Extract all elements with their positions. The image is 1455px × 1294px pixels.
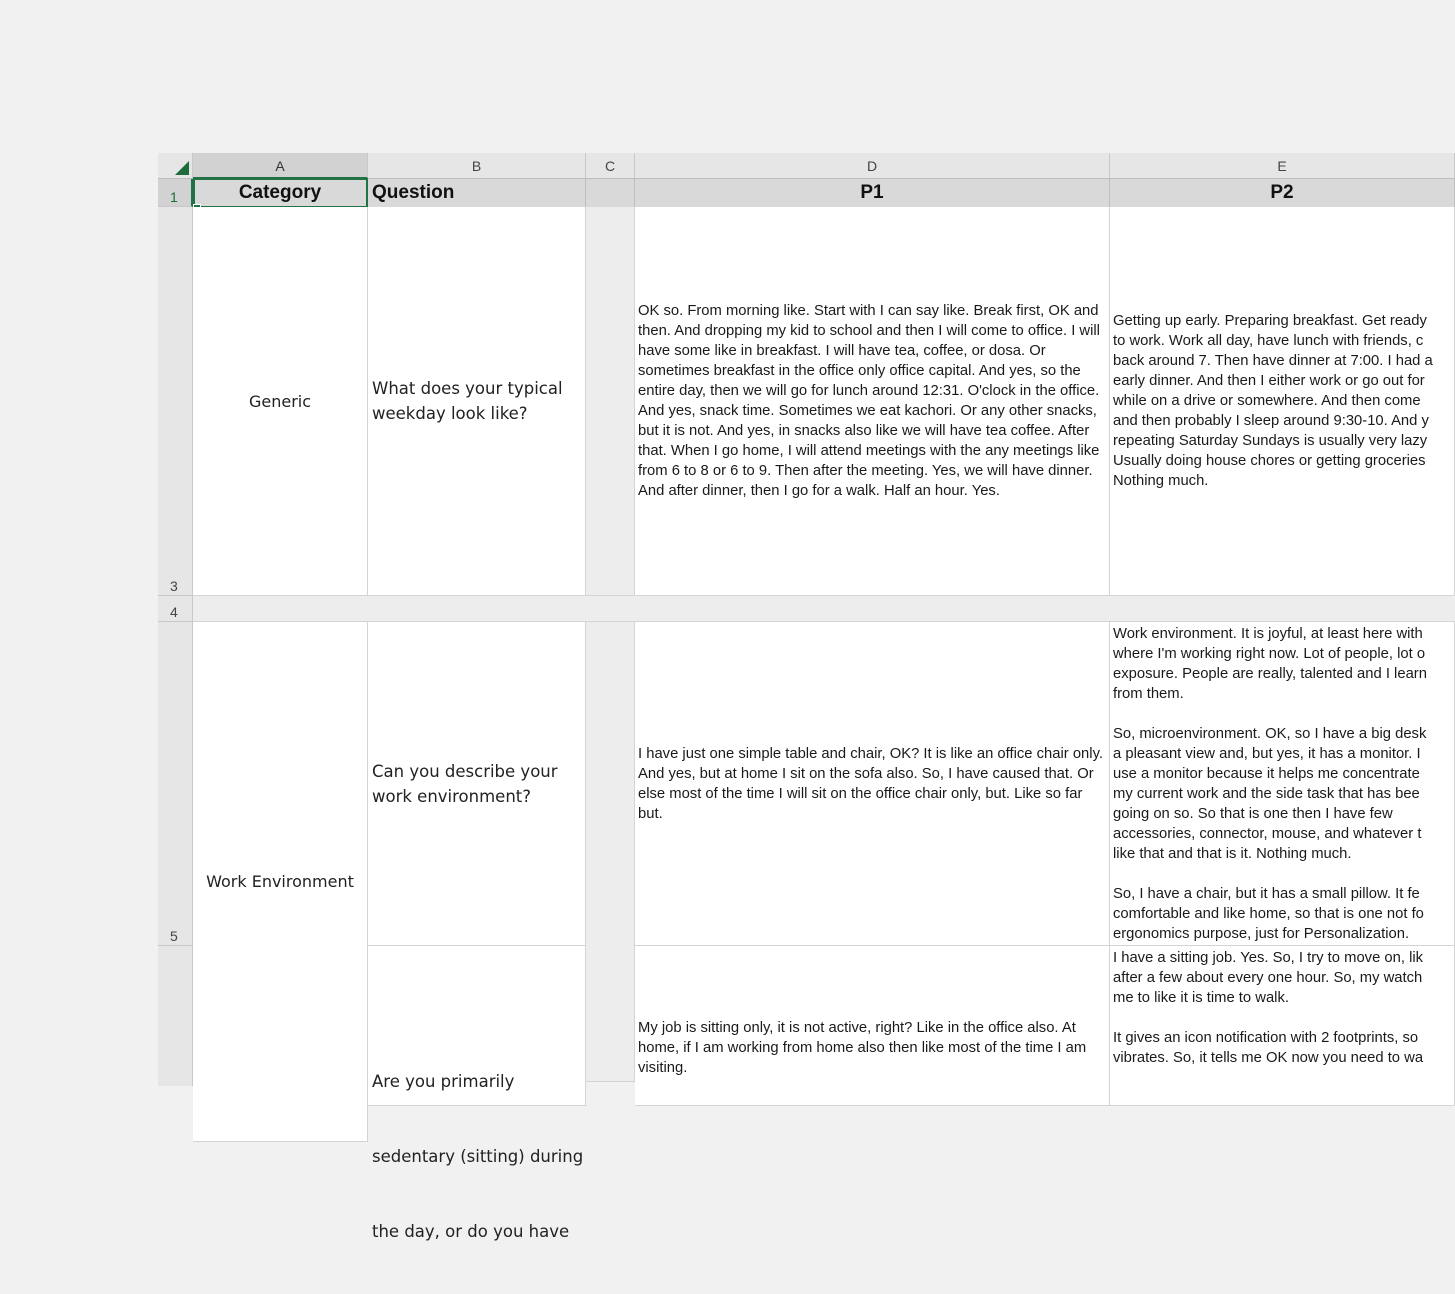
- row-header-3[interactable]: [158, 207, 193, 596]
- column-header-b[interactable]: B: [368, 153, 586, 179]
- cell-c5[interactable]: [586, 622, 635, 1082]
- question-text: Can you describe your work environment?: [372, 761, 558, 806]
- answer-text: My job is sitting only, it is not active, right? Like in the office also. At home, if I am working from home also then like most of the time I am visiting.: [638, 1020, 1087, 1076]
- row-header-6[interactable]: [158, 946, 193, 1086]
- question-text: What does your typical weekday look like?: [372, 379, 563, 423]
- cell-c3[interactable]: [586, 207, 635, 596]
- column-header-d[interactable]: D: [635, 153, 1110, 179]
- answer-text: Work environment. It is joyful, at least here with where I'm working right now. Lot of people, lot o exposure. People are really, talented and I learn from them. So, microenvironment. OK, so I have a big desk a pleasant view and, but yes, it has a monitor. I use a monitor because it helps me concentrate my current work and the side task that has bee going on so. So that is one then I have few accessories, connector, mouse, and whatever t like that and that is it. Nothing much. So, I have a chair, but it has a small pillow. It fe comfortable and like home, so that is one not fo ergonomics purpose, just for Personalization.: [1113, 626, 1427, 942]
- cell-e1-p2[interactable]: P2: [1110, 179, 1455, 207]
- select-all-corner[interactable]: [158, 153, 193, 179]
- row-number: 5: [170, 928, 178, 944]
- cell-c1[interactable]: [586, 179, 635, 207]
- cell-b6-question[interactable]: [368, 946, 586, 1241]
- cell-a3-category[interactable]: [193, 207, 368, 596]
- question-text: Are you primarily sedentary (sitting) during the day, or do you have: [372, 1072, 584, 1241]
- cell-d5-p1-answer[interactable]: [635, 622, 1110, 946]
- column-header-c[interactable]: C: [586, 153, 635, 179]
- answer-text: I have a sitting job. Yes. So, I try to move on, lik after a few about every one hour. So, my watch me to like it is time to walk. It gives an icon notification with 2 footprints, so vibrates. So, it tells me OK now you need to wa: [1113, 950, 1424, 1066]
- row-header-4[interactable]: [158, 596, 193, 622]
- row-4-empty[interactable]: [193, 596, 1455, 622]
- active-cell-selection: [193, 178, 368, 208]
- row-header-5[interactable]: [158, 622, 193, 946]
- cell-d6-p1-answer[interactable]: [635, 946, 1110, 1106]
- cell-e5-p2-answer[interactable]: [1110, 622, 1455, 946]
- cell-d1-p1[interactable]: P1: [635, 179, 1110, 207]
- column-header-a[interactable]: A: [193, 153, 368, 179]
- spreadsheet-grid[interactable]: [158, 153, 1455, 1241]
- row-header-1[interactable]: [158, 179, 193, 207]
- row-number: 3: [170, 578, 178, 594]
- cell-a1-category[interactable]: Category: [193, 179, 368, 207]
- cell-a5-category[interactable]: [193, 622, 368, 1142]
- answer-text: OK so. From morning like. Start with I can say like. Break first, OK and then. And dropping my kid to school and then I will come to office. I will have some like in breakfast. I will have tea, coffee, or dosa. Or sometimes breakfast in the office only office capital. And yes, so the entire day, then we will go for lunch around 12:31. O'clock in the office. And yes, snack time. Sometimes we eat kachori. Or any other snacks, but it is not. And yes, in snacks also like we will have tea coffee. After that. When I go home, I will attend meetings with the any meetings like from 6 to 8 or 6 to 9. Then after the meeting. Yes, we will have dinner. And after dinner, then I go for a walk. Half an hour. Yes.: [638, 303, 1100, 499]
- answer-text: Getting up early. Preparing breakfast. Get ready to work. Work all day, have lunch with friends, c back around 7. Then have dinner at 7:00. I had a early dinner. And then I either work or go out for while on a drive or somewhere. And then come and then probably I sleep around 9:30-10. And y repeating Saturday Sundays is usually very lazy Usually doing house chores or getting groceries Nothing much.: [1113, 313, 1433, 489]
- cell-b1-question[interactable]: Question: [368, 179, 586, 207]
- cell-b3-question[interactable]: [368, 207, 586, 596]
- cell-d3-p1-answer[interactable]: [635, 207, 1110, 596]
- column-header-e[interactable]: E: [1110, 153, 1455, 179]
- cell-b5-question[interactable]: [368, 622, 586, 946]
- row-number: 1: [170, 189, 178, 205]
- answer-text: I have just one simple table and chair, OK? It is like an office chair only. And yes, but at home I sit on the sofa also. So, I have caused that. Or else most of the time I will sit on the office chair only, but. Like so far but.: [638, 745, 1103, 822]
- cell-e3-p2-answer[interactable]: [1110, 207, 1455, 596]
- row-number: 4: [170, 604, 178, 620]
- category-text: Work Environment: [206, 872, 354, 891]
- cell-e6-p2-answer[interactable]: [1110, 946, 1455, 1106]
- category-text: Generic: [248, 391, 312, 411]
- select-all-triangle-icon: [175, 161, 189, 175]
